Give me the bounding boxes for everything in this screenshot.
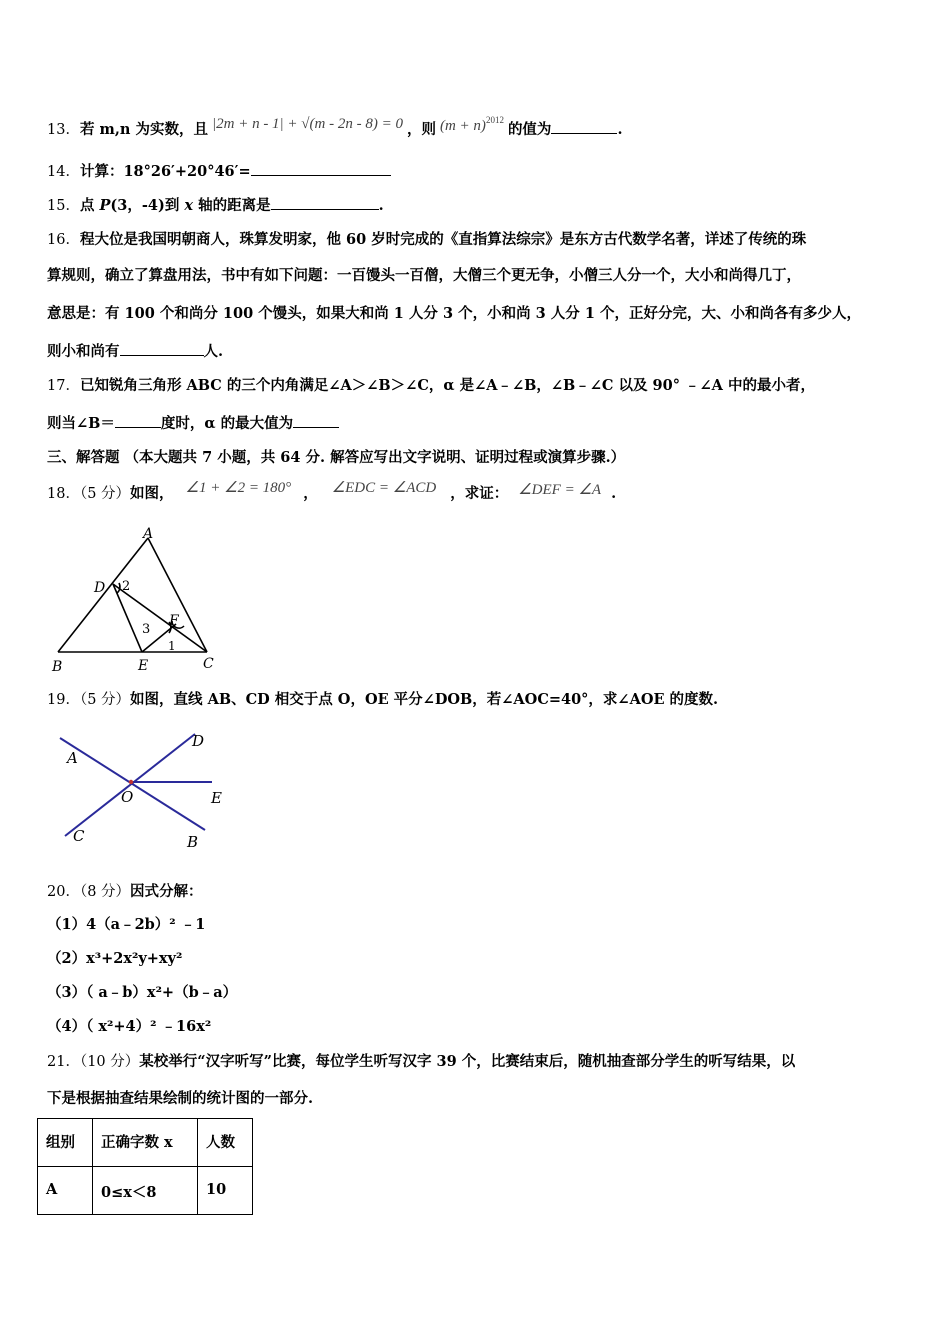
q20-score: （8 分）: [79, 884, 131, 900]
q13-mid: ，则: [406, 121, 436, 138]
q16-line-1: 程大位是我国明朝商人，珠算发明家，他 60 岁时完成的《直指算法综宗》是东方古代数学名著，详述了传统的珠: [79, 231, 807, 248]
q16-number: 16．: [47, 232, 80, 248]
table-header-row: [38, 1119, 253, 1167]
q17-line-2-b: 度时，α 的最大值为: [160, 415, 294, 432]
q16-line-4-pre: 则小和尚有: [47, 343, 120, 360]
q14-answer-blank: [251, 161, 391, 176]
label-a: A: [67, 749, 78, 767]
question-14: [47, 161, 391, 182]
q18-formula-1: ∠1 + ∠2 = 180°: [185, 480, 292, 496]
label-d: D: [94, 580, 106, 596]
q19-text: 如图，直线 AB、CD 相交于点 O，OE 平分∠DOB，若∠AOC=40°，求∠AOE 的度数.: [130, 691, 719, 708]
q13-number: 13．: [47, 122, 80, 138]
q19-intersecting-lines-figure: [55, 726, 245, 856]
q14-number: 14．: [47, 164, 80, 180]
label-angle-1: 1: [168, 639, 176, 653]
label-c: C: [73, 827, 85, 845]
q20-title: 因式分解：: [130, 883, 203, 900]
q20-item-1: （1）4（a﹣2b）² ﹣1: [47, 916, 206, 933]
header-people: 人数: [198, 1119, 253, 1167]
q21-score: （10 分）: [79, 1054, 140, 1070]
q18-comma: ，: [303, 485, 318, 502]
q18-pre: 如图，: [130, 485, 174, 502]
q19-score: （5 分）: [79, 692, 131, 708]
label-b: B: [187, 833, 199, 851]
question-13: [47, 114, 623, 140]
header-group: 组别: [38, 1119, 93, 1167]
q21-number: 21．: [47, 1054, 80, 1070]
question-21-line-2: 下是根据抽查结果绘制的统计图的一部分.: [47, 1090, 314, 1107]
label-angle-3: 3: [142, 622, 151, 637]
question-16-line-2: 算规则，确立了算盘用法，书中有如下问题：一百馒头一百僧，大僧三个更无争，小僧三人分一个，大小和尚得几丁，: [47, 267, 801, 284]
q18-number: 18．: [47, 486, 80, 502]
question-21-line-1: [47, 1052, 795, 1072]
cell-range-a: 0≤x＜8: [93, 1167, 198, 1215]
q20-item-2: （2）x³+2x²y+xy²: [47, 950, 183, 967]
label-e: E: [138, 658, 149, 674]
label-o: O: [121, 788, 134, 806]
question-16-line-1: [47, 230, 806, 250]
question-15: [47, 195, 384, 216]
q17-blank-2: [293, 413, 339, 428]
cell-count-a: 10: [198, 1167, 253, 1215]
q13-formula: |2m + n - 1| + √(m - 2n - 8) = 0: [211, 116, 403, 132]
q13-post: 的值为: [507, 121, 552, 138]
q20-number: 20．: [47, 884, 80, 900]
label-c: C: [203, 656, 214, 672]
q21-line-1: 某校举行“汉字听写”比赛，每位学生听写汉字 39 个，比赛结束后，随机抽查部分学生的听写结果，以: [139, 1053, 796, 1070]
question-18: [47, 480, 617, 504]
q13-pre: 若 m,n 为实数，且: [79, 121, 208, 138]
q18-score: （5 分）: [79, 486, 131, 502]
q18-mid: ，求证：: [450, 485, 509, 502]
label-d: D: [192, 732, 205, 750]
q17-line-1: 已知锐角三角形 ABC 的三个内角满足∠A＞∠B＞∠C，α 是∠A﹣∠B，∠B﹣∠C 以及 90° ﹣∠A 中的最小者，: [79, 377, 815, 394]
q18-triangle-figure: [45, 522, 225, 682]
q20-item-3: （3）（ a﹣b）x²+（b﹣a）: [47, 984, 238, 1001]
q18-formula-3: ∠DEF = ∠A: [518, 482, 602, 498]
question-17-line-1: [47, 376, 815, 396]
q15-point-p: P: [99, 197, 111, 214]
section-3-heading: 三、解答题 （本大题共 7 小题，共 64 分. 解答应写出文字说明、证明过程或演算步骤.）: [47, 449, 626, 466]
q15-answer-blank: [271, 195, 379, 210]
label-angle-2: 2: [122, 579, 131, 594]
label-f: F: [169, 613, 179, 629]
q15-end: .: [378, 197, 384, 214]
question-17-line-2: [47, 413, 339, 434]
q15-axis-x: x: [184, 197, 194, 214]
q13-answer-blank: [551, 119, 617, 134]
q21-data-table: [37, 1118, 253, 1215]
q13-expr-exponent: 2012: [485, 115, 504, 125]
label-b: B: [52, 659, 63, 675]
q20-item-4: （4）（ x²+4）² ﹣16x²: [47, 1018, 212, 1035]
q19-number: 19．: [47, 692, 80, 708]
question-20: [47, 882, 203, 902]
question-19: [47, 690, 718, 710]
q15-text-a: 点: [79, 197, 100, 214]
q15-text-b: (3，-4)到: [110, 197, 185, 214]
label-a: A: [143, 526, 154, 542]
q14-text: 计算：18°26′+20°46′=: [79, 163, 251, 180]
q17-blank-1: [115, 413, 161, 428]
cell-group-a: A: [38, 1167, 93, 1215]
q15-text-c: 轴的距离是: [193, 197, 271, 214]
q13-expr-base: (m + n): [439, 118, 486, 134]
question-16-line-4: [47, 341, 223, 362]
q17-line-2-a: 则当∠B＝: [47, 415, 115, 432]
q13-expression: [436, 115, 508, 134]
q16-answer-blank: [120, 341, 204, 356]
question-16-line-3: 意思是：有 100 个和尚分 100 个馒头，如果大和尚 1 人分 3 个，小和尚 3 人分 1 个，正好分完，大、小和尚各有多少人，: [47, 305, 861, 322]
q18-formula-2: ∠EDC = ∠ACD: [331, 480, 437, 496]
q13-end: .: [617, 121, 623, 138]
header-correct-count: 正确字数 x: [93, 1119, 198, 1167]
label-e: E: [211, 789, 222, 807]
q16-line-4-post: 人.: [203, 343, 224, 360]
q17-number: 17．: [47, 378, 80, 394]
q15-number: 15．: [47, 198, 80, 214]
table-row: [38, 1167, 253, 1215]
q18-end: .: [611, 485, 617, 502]
